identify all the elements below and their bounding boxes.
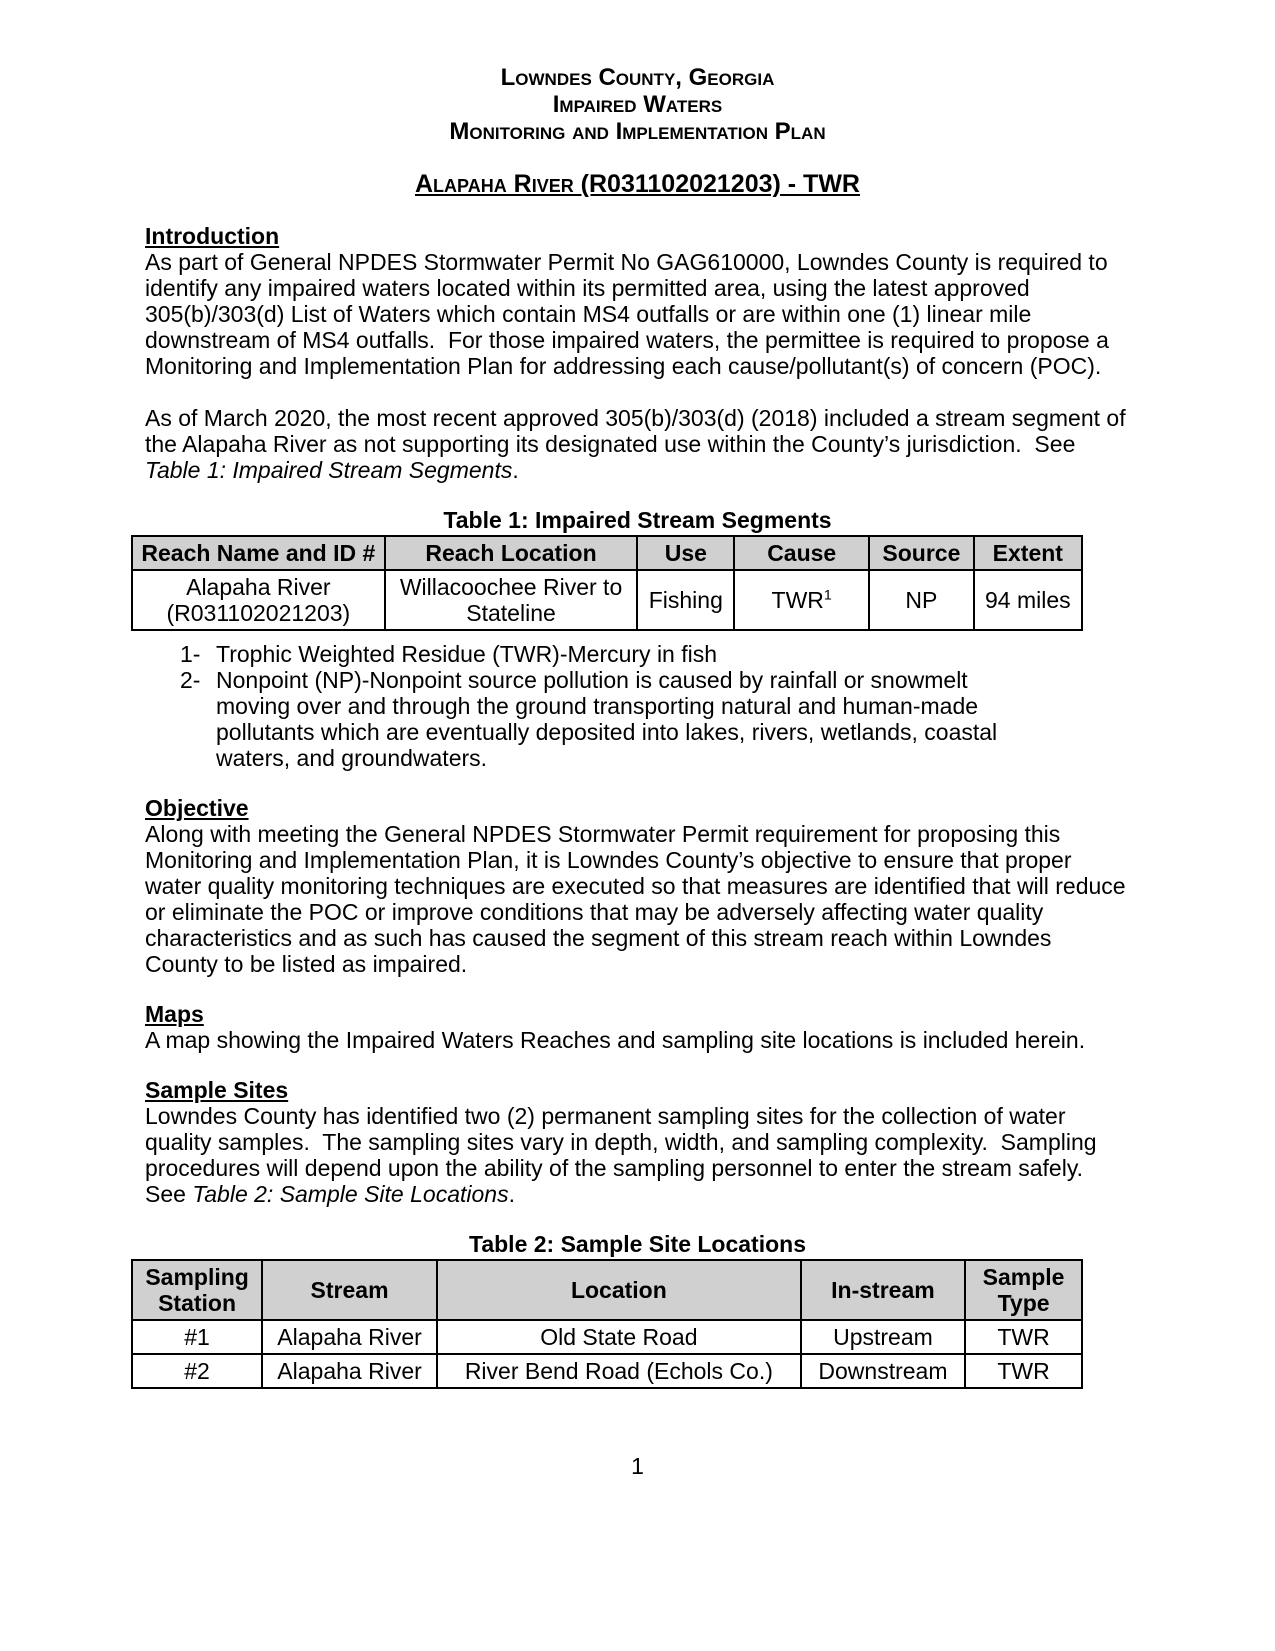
introduction-paragraph-2 [145, 405, 1130, 483]
table2-data-row-1 [132, 1320, 1082, 1354]
impaired-stream-segments-table [131, 535, 1083, 631]
cell-sampletype-1: TWR [965, 1320, 1082, 1354]
cell-sampletype-2: TWR [965, 1354, 1082, 1388]
column-header-in-stream: In-stream [801, 1260, 965, 1320]
column-header-sampling-station: Sampling Station [132, 1260, 262, 1320]
cell-cause [734, 570, 869, 630]
introduction-heading: Introduction [145, 223, 280, 249]
table1-title: Table 1: Impaired Stream Segments [443, 507, 832, 533]
cell-cause-value: TWR [771, 587, 824, 613]
column-header-extent: Extent [974, 536, 1082, 570]
table1-header-row [132, 536, 1082, 570]
introduction-paragraph-2-text: As of March 2020, the most recent approved 305(b)/303(d) (2018) included a stream segment of the Alapaha River as not supporting its designated use within the County’s jurisdiction. See [145, 405, 1132, 457]
footnote-2 [180, 667, 1130, 771]
introduction-paragraph-2-period: . [512, 457, 519, 483]
introduction-section [145, 223, 1130, 483]
sample-sites-paragraph-period: . [508, 1181, 515, 1207]
page-number: 1 [631, 1453, 644, 1479]
footnote-2-text: Nonpoint (NP)-Nonpoint source pollution is caused by rainfall or snowmelt moving over and through the ground transporting natural and human-made pollutants which are eventually deposited into lakes, rivers, wetlands, coastal waters, and groundwaters. [216, 667, 998, 771]
header-line-impaired-waters: Impaired Waters [552, 91, 723, 118]
cell-station-2: #2 [132, 1354, 262, 1388]
maps-section [145, 1001, 1130, 1053]
cell-instream-2: Downstream [801, 1354, 965, 1388]
column-header-location: Location [437, 1260, 801, 1320]
introduction-paragraph-1: As part of General NPDES Stormwater Permit No GAG610000, Lowndes County is required to identify any impaired waters located within its permitted area, using the latest approved 305(b)/303(d) List of Waters which contain MS4 outfalls or are within one (1) linear mile downstream of MS4 outfalls. For those impaired waters, the permittee is required to propose a Monitoring and Implementation Plan for addressing each cause/pollutant(s) of concern (POC). [145, 249, 1116, 379]
maps-paragraph: A map showing the Impaired Waters Reaches and sampling site locations is included herein. [145, 1027, 1086, 1053]
footnote-2-marker: 2- [180, 667, 201, 693]
cell-reach-location: Willacoochee River to Stateline [385, 570, 638, 630]
cell-use: Fishing [637, 570, 734, 630]
footnote-1-marker: 1- [180, 641, 201, 667]
footnote-1-text: Trophic Weighted Residue (TWR)-Mercury in fish [216, 641, 718, 667]
column-header-reach-name: Reach Name and ID # [132, 536, 385, 570]
document-header [145, 64, 1130, 145]
cell-instream-1: Upstream [801, 1320, 965, 1354]
footnote-reference-1: 1 [823, 587, 832, 604]
table1-reference: Table 1: Impaired Stream Segments [145, 457, 513, 483]
column-header-cause: Cause [734, 536, 869, 570]
table1-footnotes [145, 641, 1130, 771]
table1-section [141, 507, 1130, 771]
sample-sites-paragraph-text: Lowndes County has identified two (2) permanent sampling sites for the collection of water quality samples. The sampling sites vary in depth, width, and sampling complexity. Sampling procedures will depend upon the ability of the sampling personnel to enter the stream safely. See [145, 1103, 1103, 1207]
table2-section [145, 1231, 1130, 1389]
sample-site-locations-table [131, 1259, 1083, 1389]
document-subtitle: Alapaha River (R031102021203) - TWR [415, 170, 860, 198]
header-line-plan: Monitoring and Implementation Plan [449, 118, 826, 145]
cell-source: NP [869, 570, 974, 630]
cell-stream-2: Alapaha River [262, 1354, 437, 1388]
sample-sites-paragraph [145, 1103, 1130, 1207]
column-header-use: Use [637, 536, 734, 570]
table2-title: Table 2: Sample Site Locations [469, 1231, 806, 1257]
column-header-sample-type: Sample Type [965, 1260, 1082, 1320]
sample-sites-section [145, 1077, 1130, 1207]
cell-station-1: #1 [132, 1320, 262, 1354]
footnote-1 [180, 641, 1130, 667]
column-header-stream: Stream [262, 1260, 437, 1320]
table2-reference: Table 2: Sample Site Locations [192, 1181, 509, 1207]
cell-location-2: River Bend Road (Echols Co.) [437, 1354, 801, 1388]
cell-extent: 94 miles [974, 570, 1082, 630]
cell-location-1: Old State Road [437, 1320, 801, 1354]
cell-stream-1: Alapaha River [262, 1320, 437, 1354]
objective-paragraph: Along with meeting the General NPDES Stormwater Permit requirement for proposing this Monitoring and Implementation Plan, it is Lowndes County’s objective to ensure that proper water quality monitoring techniques are executed so that measures are identified that will reduce or eliminate the POC or improve conditions that may be adversely affecting water quality characteristics and as such has caused the segment of this stream reach within Lowndes County to be listed as impaired. [145, 821, 1132, 977]
column-header-reach-location: Reach Location [385, 536, 638, 570]
cell-reach-name: Alapaha River (R031102021203) [132, 570, 385, 630]
objective-heading: Objective [145, 795, 249, 821]
table1-data-row [132, 570, 1082, 630]
objective-section [145, 795, 1130, 977]
table2-header-row [132, 1260, 1082, 1320]
header-line-county: Lowndes County, Georgia [500, 64, 775, 91]
maps-heading: Maps [145, 1001, 204, 1027]
table2-data-row-2 [132, 1354, 1082, 1388]
column-header-source: Source [869, 536, 974, 570]
sample-sites-heading: Sample Sites [145, 1077, 289, 1103]
